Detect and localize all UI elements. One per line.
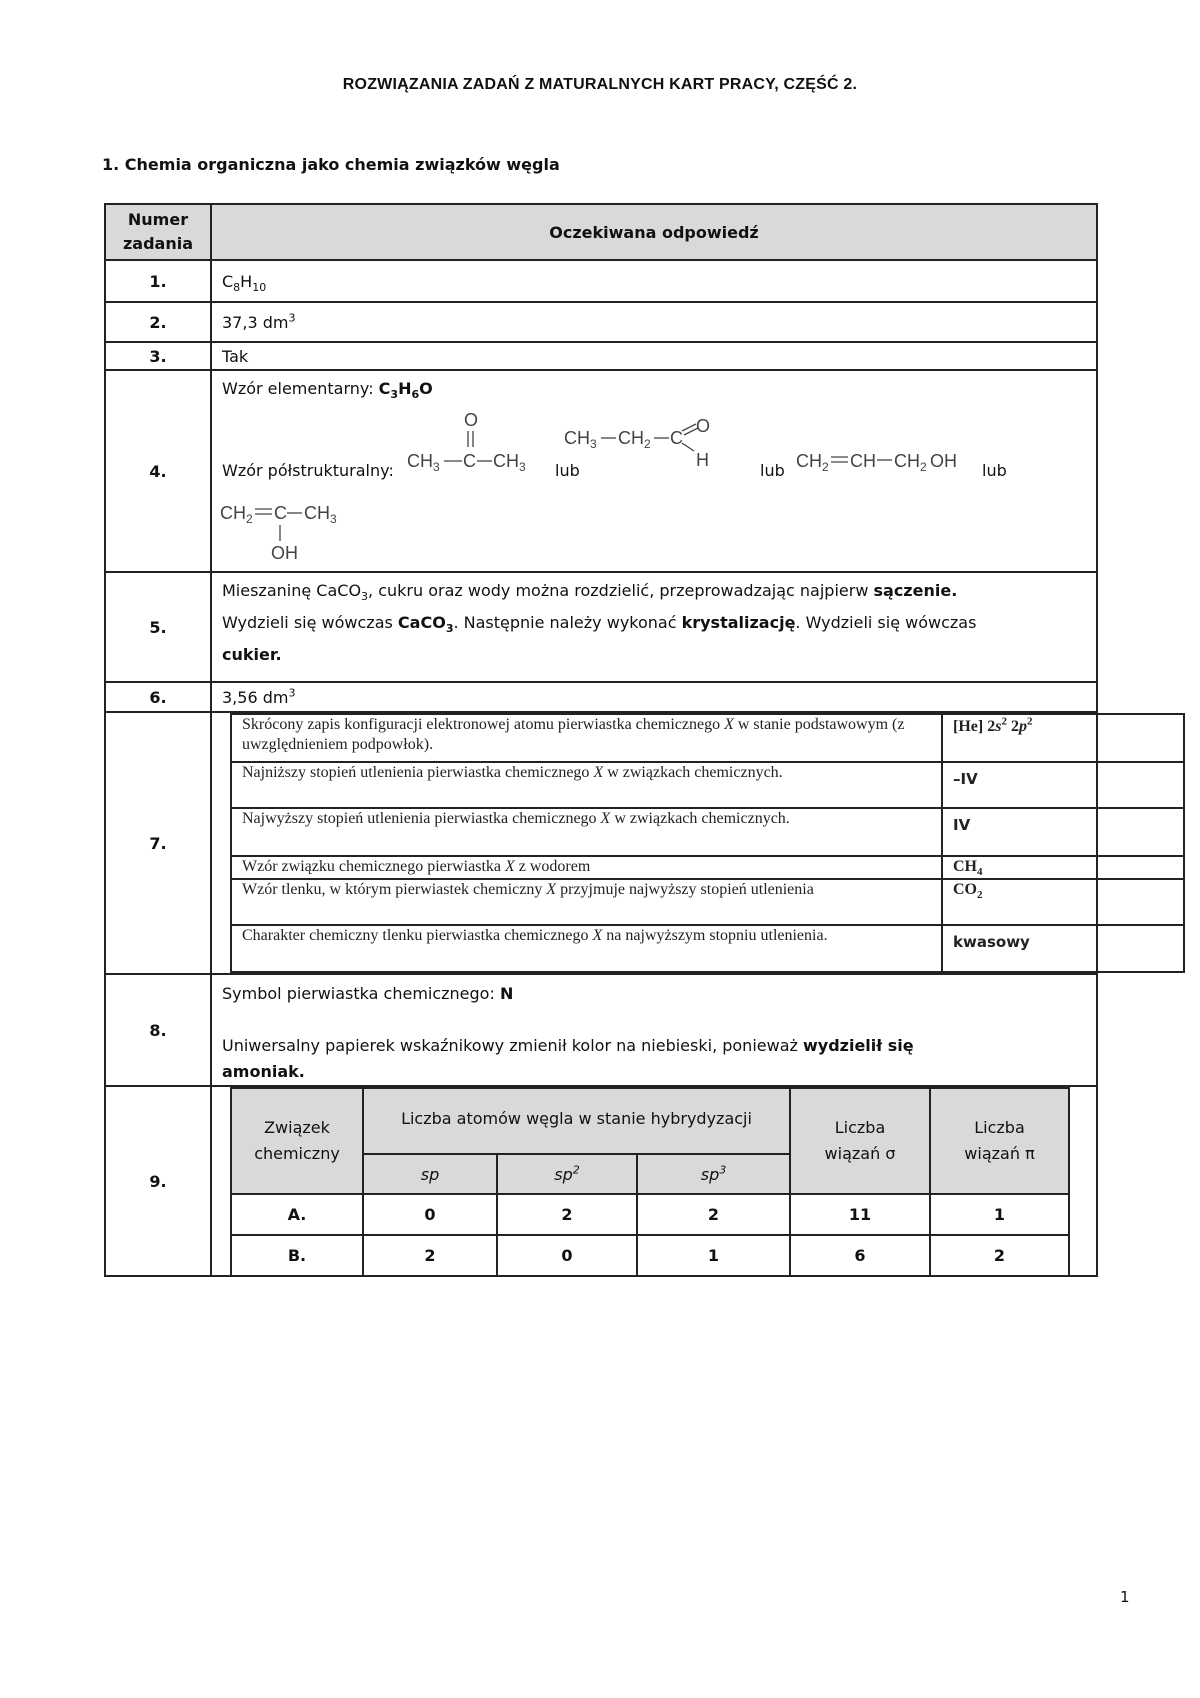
header-sigma: Liczba wiązań σ <box>790 1088 930 1194</box>
allyl-alcohol-formula <box>796 451 957 474</box>
header-compound: Związek chemiczny <box>231 1088 363 1194</box>
answer-cell <box>211 712 1097 974</box>
section-title: 1. Chemia organiczna jako chemia związków węgla <box>102 155 560 174</box>
sp-value: 0 <box>363 1194 497 1235</box>
header-number-line2: zadania <box>122 234 194 253</box>
table-row <box>231 808 1184 856</box>
answer-cell <box>211 1086 1097 1276</box>
sigma-value: 6 <box>790 1235 930 1276</box>
question-cell: Najwyższy stopień utlenienia pierwiastka chemicznego X w związkach chemicznych. <box>231 808 942 856</box>
pi-value: 2 <box>930 1235 1069 1276</box>
question-cell: Wzór tlenku, w którym pierwiastek chemiczny X przyjmuje najwyższy stopień utlenienia <box>231 879 942 925</box>
table-row <box>105 370 1097 572</box>
header-atoms: Liczba atomów węgla w stanie hybrydyzacji <box>363 1088 790 1154</box>
answer-value: kwasowy <box>942 925 1184 972</box>
header-number <box>105 204 211 260</box>
task-number: 4. <box>105 370 211 572</box>
table-row <box>105 682 1097 712</box>
lub-text: lub <box>982 461 1007 480</box>
sp3-value: 2 <box>637 1194 790 1235</box>
table-row <box>105 974 1097 1086</box>
table-row <box>231 879 1184 925</box>
svg-text:H: H <box>696 450 709 470</box>
svg-text:OH: OH <box>271 543 298 563</box>
page-title: ROZWIĄZANIA ZADAŃ Z MATURALNYCH KART PRACY, CZĘŚĆ 2. <box>342 76 858 93</box>
question-cell: Najniższy stopień utlenienia pierwiastka chemicznego X w związkach chemicznych. <box>231 762 942 808</box>
answer-value: $CO_2$ <box>942 879 1184 925</box>
table-header-row <box>105 204 1097 260</box>
answer-cell: 3,56 $dm^3$ <box>211 682 1097 712</box>
table-row <box>231 762 1184 808</box>
sigma-value: 11 <box>790 1194 930 1235</box>
header-sp2: $sp^2$ <box>497 1154 637 1194</box>
svg-text:3: 3 <box>519 460 526 474</box>
sp-value: 2 <box>363 1235 497 1276</box>
table-header-row <box>231 1088 1069 1154</box>
answer-cell: $C_8H_{10}$ <box>211 260 1097 302</box>
svg-text:CH: CH <box>493 451 519 471</box>
header-pi: Liczba wiązań π <box>930 1088 1069 1194</box>
answer-cell: 37,3 $dm^3$ <box>211 302 1097 342</box>
svg-text:CH: CH <box>407 451 433 471</box>
answer-value: –IV <box>942 762 1184 808</box>
question-cell: Charakter chemiczny tlenku pierwiastka chemicznego X na najwyższym stopniu utlenienia. <box>231 925 942 972</box>
answer-cell: Symbol pierwiastka chemicznego: N Uniwersalny papierek wskaźnikowy zmienił kolor na niebieski, ponieważ wydzielił się amoniak. <box>211 974 1097 1086</box>
hybridization-table <box>230 1087 1070 1277</box>
svg-text:C: C <box>670 428 683 448</box>
question-cell: Skrócony zapis konfiguracji elektronowej atomu pierwiastka chemicznego X w stanie podstawowym (z uwzględnieniem podpowłok). <box>231 714 942 762</box>
table-row <box>231 714 1184 762</box>
answer-value: $CH_4$ <box>942 856 1184 879</box>
svg-text:CH: CH <box>894 451 920 471</box>
svg-text:3: 3 <box>330 512 337 526</box>
semistructural-label: Wzór półstrukturalny: <box>222 461 394 480</box>
pi-value: 1 <box>930 1194 1069 1235</box>
svg-text:2: 2 <box>644 437 651 451</box>
propanal-formula <box>564 416 710 470</box>
table-row <box>105 302 1097 342</box>
answer-value: IV <box>942 808 1184 856</box>
task-number: 6. <box>105 682 211 712</box>
task-number: 8. <box>105 974 211 1086</box>
header-sp3: $sp^3$ <box>637 1154 790 1194</box>
svg-text:3: 3 <box>590 437 597 451</box>
svg-text:3: 3 <box>433 460 440 474</box>
table-row <box>231 1235 1069 1276</box>
table-row <box>105 260 1097 302</box>
task-number: 5. <box>105 572 211 682</box>
table-row <box>231 925 1184 972</box>
svg-text:O: O <box>696 416 711 436</box>
svg-text:2: 2 <box>246 512 253 526</box>
question-cell: Wzór związku chemicznego pierwiastka X z wodorem <box>231 856 942 879</box>
page-number: 1 <box>1120 1588 1130 1606</box>
enol-formula <box>220 503 337 563</box>
sp2-value: 0 <box>497 1235 637 1276</box>
svg-text:OH: OH <box>930 451 957 471</box>
task-number: 1. <box>105 260 211 302</box>
acetone-formula <box>407 410 526 474</box>
svg-text:C: C <box>274 503 287 523</box>
header-number-line1: Numer <box>127 210 189 229</box>
compound-name: A. <box>231 1194 363 1235</box>
answer-cell: Mieszaninę CaCO$_3$, cukru oraz wody można rozdzielić, przeprowadzając najpierw sączenie. Wydzieli się wówczas CaCO$_3$. Następnie należy wykonać krystalizację. Wydzieli się wówczas cukier. <box>211 572 1097 682</box>
header-answer: Oczekiwana odpowiedź <box>211 204 1097 260</box>
sp3-value: 1 <box>637 1235 790 1276</box>
svg-text:2: 2 <box>920 460 927 474</box>
table-row <box>105 342 1097 370</box>
svg-text:CH: CH <box>850 451 876 471</box>
svg-text:CH: CH <box>564 428 590 448</box>
svg-text:CH: CH <box>220 503 246 523</box>
table-row <box>231 1194 1069 1235</box>
table-row <box>105 572 1097 682</box>
table-row <box>105 1086 1097 1276</box>
answers-table <box>104 203 1098 1277</box>
svg-text:C: C <box>463 451 476 471</box>
lub-text: lub <box>760 461 785 480</box>
sp2-value: 2 <box>497 1194 637 1235</box>
svg-text:O: O <box>464 410 479 430</box>
answer-cell: Tak <box>211 342 1097 370</box>
task-number: 3. <box>105 342 211 370</box>
answer-cell <box>211 370 1097 572</box>
compound-name: B. <box>231 1235 363 1276</box>
answer-value: [He] $2s^2$ $2p^2$ <box>942 714 1184 762</box>
svg-text:CH: CH <box>618 428 644 448</box>
structural-formulas <box>212 371 1102 571</box>
elementary-formula: Wzór elementarny: $C_3H_6O$ <box>222 379 433 402</box>
element-x-table <box>230 713 1185 973</box>
svg-text:CH: CH <box>796 451 822 471</box>
header-sp: sp <box>363 1154 497 1194</box>
task-number: 9. <box>105 1086 211 1276</box>
svg-text:CH: CH <box>304 503 330 523</box>
task-number: 2. <box>105 302 211 342</box>
svg-text:2: 2 <box>822 460 829 474</box>
lub-text: lub <box>555 461 580 480</box>
table-row <box>105 712 1097 974</box>
task-number: 7. <box>105 712 211 974</box>
table-row <box>231 856 1184 879</box>
